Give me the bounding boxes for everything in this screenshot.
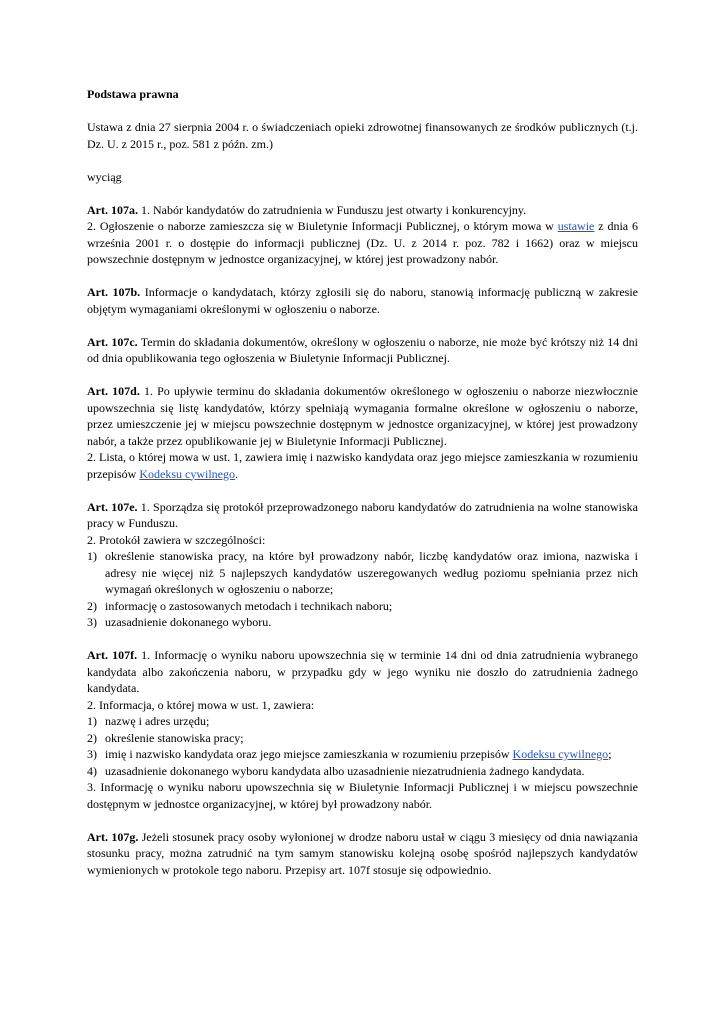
article-107b-text: Informacje o kandydatach, którzy zgłosili się do naboru, stanowią informację publiczną w zakresie objętym wymaganiami określonymi w ogłoszeniu o naborze. [87, 285, 638, 316]
excerpt-label: wyciąg [87, 169, 122, 184]
list-item-number: 2) [87, 598, 97, 613]
list-item [87, 746, 638, 763]
article-107c [87, 334, 638, 367]
list-item [87, 614, 638, 631]
article-107f [87, 647, 638, 812]
list-item-number: 3) [87, 747, 97, 761]
article-107g-label: Art. 107g. [87, 829, 139, 844]
article-107e [87, 499, 638, 631]
list-item-text: określenie stanowiska pracy; [105, 730, 244, 745]
ustawa-link[interactable]: ustawie [557, 219, 595, 233]
article-107d-para-1 [87, 383, 638, 449]
article-107a-text-2a: 2. Ogłoszenie o naborze zamieszcza się w Biuletynie Informacji Publicznej, o którym mowa w [87, 219, 558, 233]
article-107a-para-1 [87, 202, 638, 219]
list-item-text: nazwę i adres urzędu; [105, 714, 210, 728]
list-item-text: określenie stanowiska pracy, na które był prowadzony nabór, liczbę kandydatów oraz imiona, nazwiska i adresy nie więcej niż 5 najlepszych kandydatów uszeregowanych według poziomu spełniania przez nich wymagań określonych w ogłoszeniu o naborze; [105, 549, 638, 596]
article-107e-para-2: 2. Protokół zawiera w szczególności: [87, 532, 266, 547]
list-item-text: uzasadnienie dokonanego wyboru kandydata albo uzasadnienie niezatrudnienia żadnego kandydata. [105, 763, 585, 778]
article-107e-label: Art. 107e. [87, 499, 138, 514]
list-item-text: uzasadnienie dokonanego wyboru. [105, 615, 272, 629]
article-107a-text-1: 1. Nabór kandydatów do zatrudnienia w Funduszu jest otwarty i konkurencyjny. [138, 202, 527, 217]
list-item [87, 713, 638, 730]
article-107f-text-1: 1. Informację o wyniku naboru upowszechnia się w terminie 14 dni od dnia zatrudnienia wybranego kandydata albo zakończenia naboru, w przypadku gdy w jego wyniku nie doszło do zatrudnienia żadnego kandydata. [87, 648, 638, 695]
article-107f-label: Art. 107f. [87, 648, 138, 662]
list-item-text-before: imię i nazwisko kandydata oraz jego miejsce zamieszkania w rozumieniu przepisów [105, 747, 513, 761]
list-item-text [105, 746, 638, 763]
article-107a-text-2b: z dnia 6 września 2001 r. o dostępie do informacji publicznej (Dz. U. z 2014 r. poz. 782 i 1662) oraz w miejscu powszechnie dostępnym w jednostce organizacyjnej, w której jest prowadzony nabór. [87, 219, 638, 266]
legal-basis: Ustawa z dnia 27 sierpnia 2004 r. o świadczeniach opieki zdrowotnej finansowanych ze środków publicznych (t.j. Dz. U. z 2015 r., poz. 581 z późn. zm.) [87, 120, 638, 151]
list-item-number: 2) [87, 730, 97, 745]
article-107a [87, 202, 638, 268]
article-107d-text-1: 1. Po upływie terminu do składania dokumentów określonego w ogłoszeniu o naborze niezwłocznie upowszechnia się listę kandydatów, którzy spełniają wymagania formalne określone w ogłoszeniu o naborze, przez umieszczenie jej w miejscu powszechnie dostępnym w jednostce organizacyjnej, w której jest prowadzony nabór, a także przez opublikowanie jej w Biuletynie Informacji Publicznej. [87, 384, 639, 448]
list-item-text-after: ; [608, 747, 612, 761]
list-item [87, 548, 638, 598]
article-107e-para-1 [87, 499, 638, 532]
article-107d-text-2b: . [234, 466, 238, 481]
article-107c-text: Termin do składania dokumentów, określony w ogłoszeniu o naborze, nie może być krótszy niż 14 dni od dnia opublikowania tego ogłoszenia w Biuletynie Informacji Publicznej. [87, 334, 638, 365]
kodeks-cywilny-link[interactable]: Kodeksu cywilnego [512, 747, 609, 761]
section-heading: Podstawa prawna [87, 87, 179, 101]
list-item [87, 730, 638, 747]
article-107a-para-2 [87, 218, 638, 268]
list-item [87, 763, 638, 780]
article-107c-label: Art. 107c. [87, 334, 138, 349]
list-item-number: 1) [87, 549, 97, 563]
article-107e-text-1: 1. Sporządza się protokół przeprowadzonego naboru kandydatów do zatrudnienia na wolne stanowiska pracy w Funduszu. [87, 499, 638, 530]
list-item-number: 1) [87, 714, 97, 728]
document-page [87, 86, 638, 895]
list-item-text: informację o zastosowanych metodach i technikach naboru; [105, 598, 393, 613]
article-107f-para-2: 2. Informacja, o której mowa w ust. 1, zawiera: [87, 697, 315, 712]
article-107d-para-2 [87, 449, 638, 482]
article-107d [87, 383, 638, 482]
article-107d-label: Art. 107d. [87, 384, 140, 398]
article-107f-para-1 [87, 647, 638, 697]
list-item-number: 3) [87, 615, 97, 629]
article-107b-label: Art. 107b. [87, 285, 141, 299]
article-107g [87, 829, 638, 879]
article-107f-para-3: 3. Informację o wyniku naboru upowszechnia się w Biuletynie Informacji Publicznej i w miejscu powszechnie dostępnym w jednostce organizacyjnej, w której był prowadzony nabór. [87, 780, 638, 811]
article-107a-label: Art. 107a. [87, 202, 138, 217]
article-107g-text: Jeżeli stosunek pracy osoby wyłonionej w drodze naboru ustał w ciągu 3 miesięcy od dnia nawiązania stosunku pracy, można zatrudnić na tym samym stanowisku kolejną osobę spośród najlepszych kandydatów wymienionych w protokole tego naboru. Przepisy art. 107f stosuje się odpowiednio. [87, 829, 638, 877]
list-item [87, 598, 638, 615]
kodeks-cywilny-link[interactable]: Kodeksu cywilnego [139, 466, 235, 481]
article-107d-text-2a: 2. Lista, o której mowa w ust. 1, zawiera imię i nazwisko kandydata oraz jego miejsce zamieszkania w rozumieniu przepisów [87, 450, 638, 481]
article-107b [87, 284, 638, 317]
list-item-number: 4) [87, 763, 97, 778]
